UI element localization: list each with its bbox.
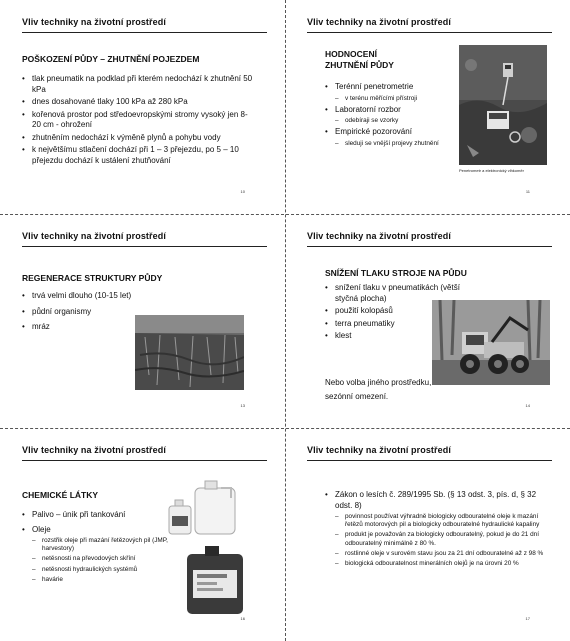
header-rule: [307, 32, 552, 33]
slide-17: [285, 428, 570, 641]
bullet-item: • Empirické pozorování: [325, 127, 460, 138]
cut-line-horizontal: [0, 214, 570, 215]
bullet-item: • zhutněním nedochází k výměně plynů a pohybu vody: [22, 133, 254, 144]
header-rule: [22, 32, 267, 33]
header-rule: [307, 246, 552, 247]
cut-line-vertical: [285, 0, 286, 641]
bullet-list: [325, 82, 460, 150]
bullet-item: • Laboratorní rozbor: [325, 105, 460, 116]
oil-canisters-photo: [165, 478, 245, 538]
page-number: 16: [240, 616, 245, 621]
header-rule: [22, 246, 267, 247]
header-rule: [22, 460, 267, 461]
note-text: Nebo volba jiného prostředku, sezónní omezení.: [325, 378, 432, 401]
slide-title: REGENERACE STRUKTURY PŮDY: [22, 273, 163, 283]
slide-11: [285, 0, 570, 214]
oil-drum-photo: [185, 546, 245, 616]
bullet-item: • dnes dosahované tlaky 100 kPa až 280 kPa: [22, 97, 254, 108]
bullet-item: • trvá velmi dlouho (10-15 let): [22, 291, 222, 302]
penetrometer-photo: [459, 45, 547, 165]
cut-line-horizontal: [0, 428, 570, 429]
slide-title: CHEMICKÉ LÁTKY: [22, 490, 99, 500]
bullet-item: • Zákon o lesích č. 289/1995 Sb. (§ 13 odst. 3, pís. d, § 32 odst. 8): [325, 490, 550, 511]
sub-bullet-item: – rostlinné oleje v surovém stavu jsou za 21 dní odbouratelné až z 98 %: [325, 550, 550, 558]
slide-13: [0, 214, 285, 428]
bullet-item: • snížení tlaku v pneumatikách (větší styčná plocha): [325, 283, 475, 304]
slide-title: SNÍŽENÍ TLAKU STROJE NA PŮDU: [325, 268, 467, 278]
bullet-item: • tlak pneumatik na podklad při kterém nedochází k zhutnění 50 kPa: [22, 74, 254, 95]
bullet-item: • použití kolopásů: [325, 306, 475, 317]
soil-photo: [135, 315, 244, 390]
slide-10: [0, 0, 285, 214]
page-number: 10: [240, 189, 245, 194]
sub-bullet-item: – sleduji se vnější projevy zhutnění: [325, 140, 460, 148]
sub-bullet-item: – biologická odbouratelnost minerálních olejů je na úrovni 20 %: [325, 560, 550, 568]
bullet-item: • Palivo – únik při tankování: [22, 510, 172, 521]
slide-header: Vliv techniky na životní prostředí: [22, 445, 166, 455]
slide-header: Vliv techniky na životní prostředí: [307, 445, 451, 455]
sub-bullet-item: – netěsnosti na převodových skříní: [22, 555, 172, 563]
bullet-item: • terra pneumatiky: [325, 319, 475, 330]
slide-title: HODNOCENÍ ZHUTNĚNÍ PŮDY: [325, 49, 394, 70]
slide-header: Vliv techniky na životní prostředí: [307, 17, 451, 27]
page-number: 17: [525, 616, 530, 621]
bullet-item: • půdní organismy: [22, 307, 222, 318]
slide-header: Vliv techniky na životní prostředí: [22, 231, 166, 241]
bullet-item: • k největšímu stlačení dochází při 1 – 3 přejezdu, po 5 – 10 přejezdu dochází k ustálení zhutňování: [22, 145, 254, 166]
sub-bullet-item: – rozstřik oleje při mazání řetězových pil (JMP, harvestory): [22, 537, 172, 553]
sub-bullet-item: – havárie: [22, 576, 172, 584]
page-number: 13: [240, 403, 245, 408]
bullet-item: • Terénní penetrometrie: [325, 82, 460, 93]
bullet-item: • kořenová prostor pod středoevropskými stromy vysoký jen 8-20 cm - ohrožení: [22, 110, 254, 131]
slide-16: [0, 428, 285, 641]
slide-14: [285, 214, 570, 428]
bullet-item: • mráz: [22, 322, 222, 333]
sub-bullet-item: – povinnost používat výhradně biologicky odbouratelné oleje k mazání řetězů motorových pil a biologicky odbouratelné hydraulické kapaliny: [325, 513, 550, 529]
page-number: 11: [525, 189, 530, 194]
sub-bullet-item: – produkt je považován za biologicky odbouratelný, pokud je do 21 dní odbouratelný minimálně z 80 %.: [325, 531, 550, 547]
sub-bullet-item: – v terénu měřícími přístroji: [325, 95, 460, 103]
bullet-list: [22, 510, 172, 586]
header-rule: [307, 460, 552, 461]
page-number: 14: [525, 403, 530, 408]
sub-bullet-item: – netěsnosti hydraulických systémů: [22, 566, 172, 574]
bullet-item: • klest: [325, 331, 475, 342]
slide-header: Vliv techniky na životní prostředí: [307, 231, 451, 241]
slide-title: POŠKOZENÍ PŮDY – ZHUTNĚNÍ POJEZDEM: [22, 54, 200, 64]
bullet-item: • Oleje: [22, 525, 172, 536]
bullet-list: [22, 74, 254, 168]
harvester-photo: [432, 300, 550, 385]
sub-bullet-item: – odebíraji se vzorky: [325, 117, 460, 125]
slide-header: Vliv techniky na životní prostředí: [22, 17, 166, 27]
photo-caption: Penetrometr a elektronický vlhkoměr: [459, 168, 524, 173]
bullet-list: [325, 490, 550, 570]
